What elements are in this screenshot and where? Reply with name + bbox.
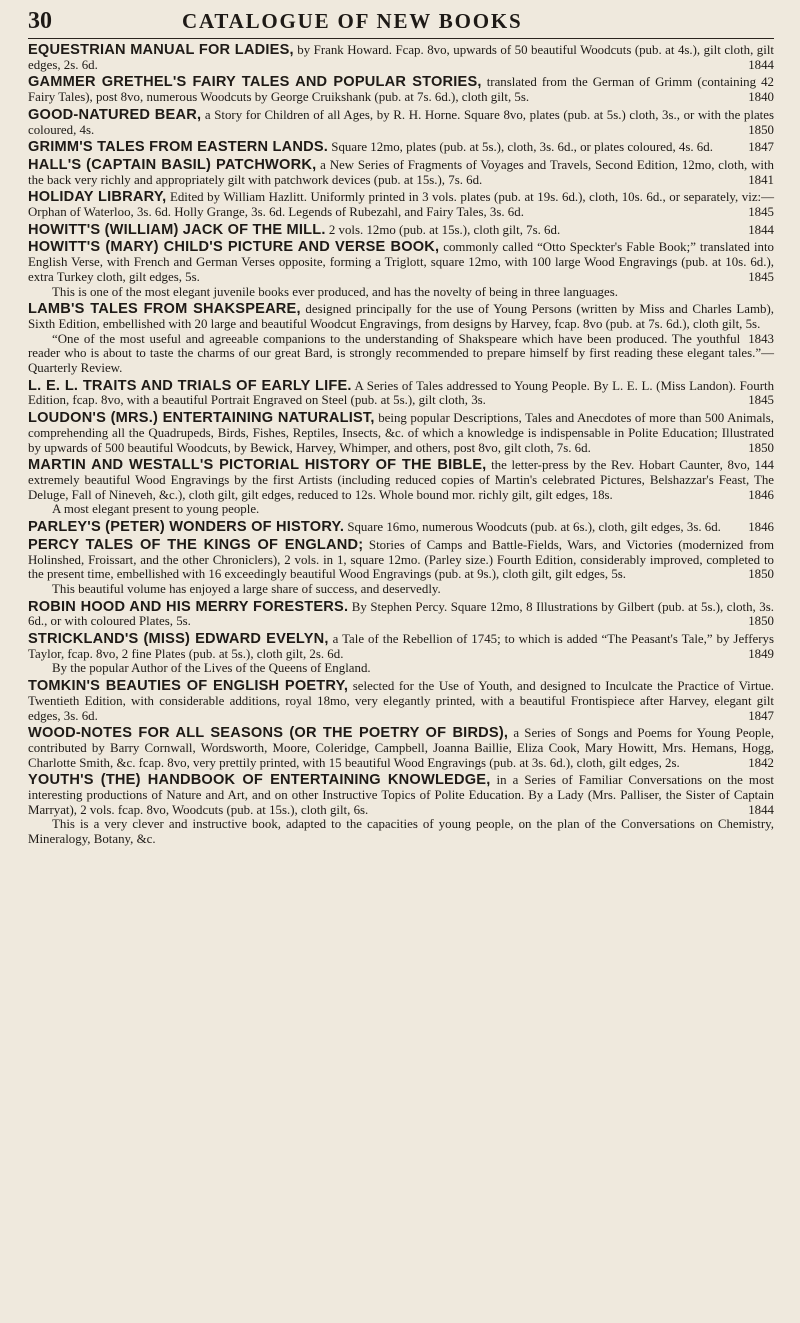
entry-description xyxy=(28,458,774,502)
entry-text: Square 16mo, numerous Woodcuts (pub. at 6s.), cloth, gilt edges, 3s. 6d. xyxy=(344,520,721,535)
entry-title: LAMB'S TALES FROM SHAKSPEARE, xyxy=(28,301,301,318)
entry-text: a Tale of the Rebellion of 1745; to which is added “The Peasant's Tale,” by Jefferys Taylor, fcap. 8vo, 2 fine Plates (pub. at 5s.), cloth gilt, 2s. 6d. xyxy=(28,632,774,661)
catalogue-entry xyxy=(28,726,774,770)
entry-year: 1844 xyxy=(748,222,774,237)
catalogue-entry xyxy=(28,302,774,376)
catalogue-entry xyxy=(28,679,774,723)
entry-year: 1841 xyxy=(748,172,774,187)
catalogue-entry xyxy=(28,140,774,155)
entry-text: the letter-press by the Rev. Hobart Caunter, 8vo, 144 extremely beautiful Wood Engravings by the first Artists (including reduced copies of Martin's celebrated Pictures, Belshazzar's Feast, The Deluge, Fall of Nineveh, &c.), cloth gilt, gilt edges, reduced to 12s. Whole bound mor. richly gilt, gilt edges, 18s. xyxy=(28,458,774,502)
entry-description xyxy=(28,140,774,155)
entry-title: LOUDON'S (MRS.) ENTERTAINING NATURALIST, xyxy=(28,410,375,427)
entry-year: 1842 xyxy=(748,755,774,770)
entry-year: 1840 xyxy=(748,90,774,105)
entry-note: This is a very clever and instructive book, adapted to the capacities of young people, on the plan of the Conversations on Chemistry, Mineralogy, Botany, &c. xyxy=(28,817,774,847)
entry-year: 1846 xyxy=(748,487,774,502)
entry-note: “One of the most useful and agreeable companions to the understanding of Shakspeare which have been produced. The youthful reader who is about to taste the charms of our great Bard, is strongly recommended to prepare himself by first reading these elegant tales.”—Quarterly Review. xyxy=(28,331,774,376)
entry-text: Stories of Camps and Battle-Fields, Wars, and Victories (modernized from Holinshed, Froissart, and the other Chroniclers), 2 vols. in 1, square 12mo. (Parley size.) Fourth Edition, considerably improved, completed to the present time, embellished with 16 exceedingly beautiful Wood Engravings (pub. at 9s.), cloth gilt, gilt edges, 5s. xyxy=(28,537,774,582)
entry-title: ROBIN HOOD AND HIS MERRY FORESTERS. xyxy=(28,598,349,615)
entry-text: a Story for Children of all Ages, by R. H. Horne. Square 8vo, plates (pub. at 5s.) cloth, 3s., or with the plates coloured, 4s. xyxy=(28,107,774,137)
catalogue-entry xyxy=(28,632,774,676)
catalogue-entry xyxy=(28,773,774,847)
entry-description xyxy=(28,301,775,346)
entry-description xyxy=(28,108,774,137)
entry-year: 1846 xyxy=(748,520,774,535)
entry-year: 1844 xyxy=(748,57,774,72)
entry-year: 1843 xyxy=(748,331,774,346)
entry-title: GOOD-NATURED BEAR, xyxy=(28,106,202,123)
entry-title: GRIMM'S TALES FROM EASTERN LANDS. xyxy=(28,139,329,156)
entry-note: By the popular Author of the Lives of the Queens of England. xyxy=(52,661,371,676)
entry-description xyxy=(28,223,774,238)
entry-description xyxy=(28,75,774,104)
entry-title: HOLIDAY LIBRARY, xyxy=(28,189,167,206)
entry-year: 1847 xyxy=(748,140,774,155)
entry-year: 1847 xyxy=(748,708,774,723)
entry-text: in a Series of Familiar Conversations on the most interesting productions of Nature and Art, and on other Instructive Topics of Polite Education. By a Lady (Mrs. Palliser, the Sister of Captain Marryat), 2 vols. fcap. 8vo, Woodcuts (pub. at 15s.), cloth gilt, 6s. xyxy=(28,773,775,817)
entry-description xyxy=(28,240,774,284)
catalogue-entry xyxy=(28,538,774,597)
catalogue-entries xyxy=(28,43,774,847)
entry-title: EQUESTRIAN MANUAL FOR LADIES, xyxy=(28,42,294,58)
entry-text: 2 vols. 12mo (pub. at 15s.), cloth gilt, 7s. 6d. xyxy=(325,222,561,237)
catalogue-entry xyxy=(28,108,774,137)
entry-year: 1845 xyxy=(748,269,774,284)
entry-text: a New Series of Fragments of Voyages and Travels, Second Edition, 12mo, cloth, with the back very richly and appropriately gilt with patchwork devices (pub. at 15s.), 7s. 6d. xyxy=(28,157,774,187)
catalogue-entry xyxy=(28,75,774,104)
catalogue-entry xyxy=(28,520,774,535)
entry-note: This beautiful volume has enjoyed a large share of success, and deservedly. xyxy=(52,581,441,596)
entry-description xyxy=(28,632,774,661)
entry-year: 1850 xyxy=(748,614,774,629)
entry-title: HOWITT'S (MARY) CHILD'S PICTURE AND VERSE BOOK, xyxy=(28,239,440,256)
entry-title: PERCY TALES OF THE KINGS OF ENGLAND; xyxy=(28,536,364,553)
entry-year: 1850 xyxy=(748,567,774,582)
entry-description xyxy=(28,411,774,455)
entry-text: Edited by William Hazlitt. Uniformly printed in 3 vols. plates (pub. at 19s. 6d.), cloth, 10s. 6d., or separately, viz:—Orphan of Waterloo, 3s. 6d. Holly Grange, 3s. 6d. Legends of Rubezahl, and Fairy Tales, 3s. 6d. xyxy=(28,190,775,220)
running-title: CATALOGUE OF NEW BOOKS xyxy=(182,9,523,33)
catalogue-entry xyxy=(28,379,774,408)
entry-title: GAMMER GRETHEL'S FAIRY TALES AND POPULAR STORIES, xyxy=(28,74,482,91)
entry-title: TOMKIN'S BEAUTIES OF ENGLISH POETRY, xyxy=(28,678,349,695)
catalogue-entry xyxy=(28,190,774,219)
catalogue-entry xyxy=(28,411,774,455)
entry-text: being popular Descriptions, Tales and Anecdotes of more than 500 Animals, comprehending all the Quadrupeds, Birds, Fishes, Reptiles, Insects, &c. of which a knowledge is indispensable in Polite Education; Illustrated by upwards of 500 beautiful Woodcuts, by Bewick, Harvey, Whimper, and others, post 8vo, gilt cloth, 7s. 6d. xyxy=(28,411,774,455)
entry-title: YOUTH'S (THE) HANDBOOK OF ENTERTAINING KNOWLEDGE, xyxy=(28,772,491,789)
entry-text: designed principally for the use of Young Persons (written by Miss and Charles Lamb), Sixth Edition, embellished with 20 large and beautiful Woodcut Engravings, from designs by Harvey, fcap. 8vo (pub. at 7s. 6d.), cloth gilt, 5s. xyxy=(28,302,775,331)
entry-description xyxy=(28,43,774,72)
entry-title: PARLEY'S (PETER) WONDERS OF HISTORY. xyxy=(28,519,345,536)
catalogue-entry xyxy=(28,240,774,299)
entry-text: By Stephen Percy. Square 12mo, 8 Illustrations by Gilbert (pub. at 5s.), cloth, 3s. 6d., or with coloured Plates, 5s. xyxy=(28,599,774,629)
page-number: 30 xyxy=(28,8,52,34)
entry-note: A most elegant present to young people. xyxy=(52,502,260,517)
entry-title: MARTIN AND WESTALL'S PICTORIAL HISTORY OF THE BIBLE, xyxy=(28,457,487,474)
entry-description xyxy=(28,520,774,535)
entry-description xyxy=(28,679,774,723)
catalogue-entry xyxy=(28,223,774,238)
entry-year: 1845 xyxy=(748,205,774,220)
catalogue-entry xyxy=(28,458,774,517)
entry-description xyxy=(28,726,774,770)
entry-title: STRICKLAND'S (MISS) EDWARD EVELYN, xyxy=(28,631,329,648)
catalogue-entry xyxy=(28,600,774,629)
entry-title: HOWITT'S (WILLIAM) JACK OF THE MILL. xyxy=(28,221,326,238)
entry-title: HALL'S (CAPTAIN BASIL) PATCHWORK, xyxy=(28,156,317,173)
entry-note: This is one of the most elegant juvenile books ever produced, and has the novelty of being in three languages. xyxy=(52,284,618,299)
entry-description xyxy=(28,158,774,187)
entry-text: A Series of Tales addressed to Young People. By L. E. L. (Miss Landon). Fourth Edition, fcap. 8vo, with a beautiful Portrait Engraved on Steel (pub. at 5s.), gilt cloth, 3s. xyxy=(28,378,775,408)
entry-text: by Frank Howard. Fcap. 8vo, upwards of 50 beautiful Woodcuts (pub. at 4s.), gilt cloth, gilt edges, 2s. 6d. xyxy=(28,43,774,72)
entry-year: 1844 xyxy=(748,802,774,817)
entry-text: a Series of Songs and Poems for Young People, contributed by Barry Cornwall, Wordsworth, Moore, Coleridge, Campbell, Joanna Baillie, Eliza Cook, Mary Howitt, Mrs. Hemans, Hogg, Charlotte Smith, &c. fcap. 8vo, very prettily printed, with 15 beautiful Wood Engravings (pub. at 3s. 6d.), cloth, gilt edges, 2s. xyxy=(28,726,774,770)
entry-year: 1850 xyxy=(748,440,774,455)
entry-description xyxy=(28,600,774,629)
catalogue-entry xyxy=(28,43,774,72)
entry-text: translated from the German of Grimm (containing 42 Fairy Tales), post 8vo, numerous Woodcuts by George Cruikshank (pub. at 7s. 6d.), cloth gilt, 5s. xyxy=(28,75,774,105)
entry-description xyxy=(28,538,774,582)
entry-description xyxy=(28,190,774,219)
entry-title: L. E. L. TRAITS AND TRIALS OF EARLY LIFE. xyxy=(28,377,352,394)
entry-title: WOOD-NOTES FOR ALL SEASONS (OR THE POETRY OF BIRDS), xyxy=(28,725,509,742)
entry-year: 1849 xyxy=(748,646,774,661)
entry-year: 1845 xyxy=(748,393,774,408)
entry-text: selected for the Use of Youth, and designed to Inculcate the Practice of Virtue. Twentieth Edition, with considerable additions, royal 18mo, very elegantly printed, with a beautiful Frontispiece after Harvey, elegant gilt edges, 3s. 6d. xyxy=(28,679,774,723)
page-header xyxy=(28,8,774,39)
entry-description xyxy=(28,379,774,408)
entry-year: 1850 xyxy=(748,122,774,137)
catalogue-entry xyxy=(28,158,774,187)
entry-text: Square 12mo, plates (pub. at 5s.), cloth, 3s. 6d., or plates coloured, 4s. 6d. xyxy=(328,140,713,155)
entry-text: commonly called “Otto Speckter's Fable Book;” translated into English Verse, with French and German Verses opposite, forming a Triglott, square 12mo, with 100 large Wood Engravings (pub. at 10s. 6d.), extra Turkey cloth, gilt edges, 5s. xyxy=(28,240,775,284)
entry-description xyxy=(28,773,774,817)
